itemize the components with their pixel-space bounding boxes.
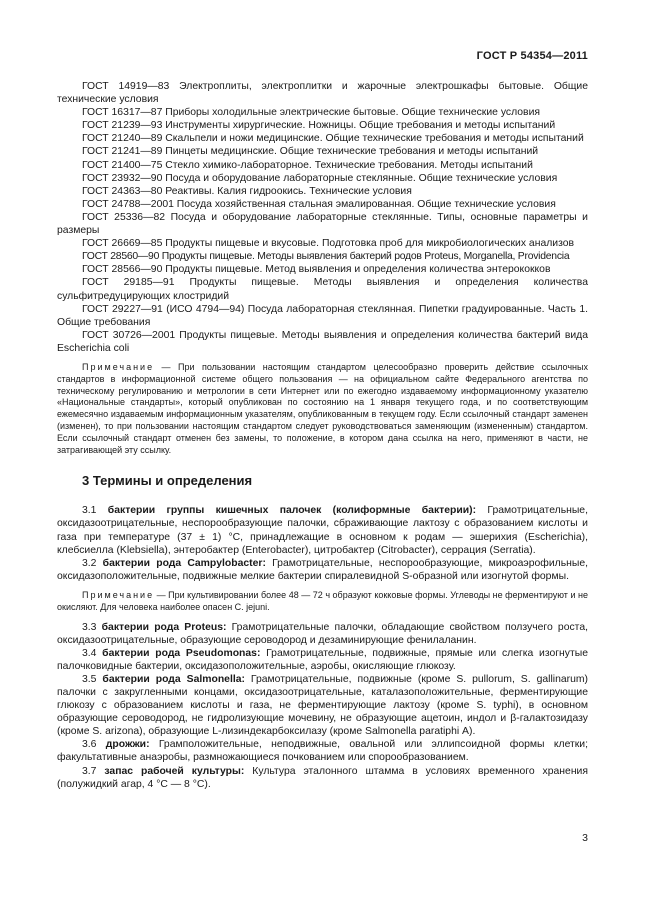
term-definition: Грамотрицательные палочки, обладающие свойством ползучего роста, оксидазоотрицательные, образующие сероводород и дезаминирующие фенилаланин. [57,621,588,646]
note-label: Примечание [82,589,155,600]
ref-item: ГОСТ 28560—90 Продукты пищевые. Методы выявления бактерий родов Proteus, Morganella, Providencia [82,251,570,263]
ref-item: ГОСТ 24788—2001 Посуда хозяйственная стальная эмалированная. Общие технические условия [82,198,556,210]
standard-code: ГОСТ Р 54354—2011 [476,50,588,62]
section-heading-wrap [57,473,588,489]
ref-item: ГОСТ 29185—91 Продукты пищевые. Методы выявления и определения количества сульфитредуцирующих клостридий [57,277,588,302]
ref-item: ГОСТ 21239—93 Инструменты хирургические. Ножницы. Общие требования и методы испытаний [82,120,556,132]
term-number: 3.3 [82,621,102,633]
term-3-1 [57,504,588,556]
term-name: бактерии рода Pseudomonas: [102,647,261,659]
term-number: 3.2 [82,557,103,569]
term-3-4 [57,647,588,673]
term-definition: Культура эталонного штамма в условиях временного хранения (полужидкий агар, 4 °С — 8 °С). [57,765,588,790]
note-label: Примечание [82,361,155,372]
term-number: 3.1 [82,505,108,517]
term-definition: Грамотрицательные, подвижные (кроме S. pullorum, S. gallinarum) палочки с закругленными концами, оксидазоотрицательные, каталазоположительные, ферментирующие глюкозу с образованием кислоты и газа, не ферментирующие лактозу (кроме S. typhi), в основном образующие сероводород, не гидролизующие мочевину, не образующие ацетоин, индол и β-галактозидазу (кроме S. arizona), образующие L-лизиндекарбоксилазу (кроме Salmonella paratiphi А). [57,673,588,738]
page-number: 3 [582,832,588,844]
section-title: 3 Термины и определения [82,473,253,489]
ref-item: ГОСТ 21400—75 Стекло химико-лабораторное. Технические требования. Методы испытаний [82,159,533,171]
term-3-7 [57,765,588,791]
term-3-3 [57,621,588,647]
term-definition: Грамотрицательные, оксидазоотрицательные, неспорообразующие палочки, сбраживающие лактозу с образованием кислоты и газа при температуре (37 ± 1) °С, принадлежащие в основном к родам — эшерихия (Escherichia), клебсиелла (Klebsiella), энтеробактер (Enterobacter), цитробактер (Citrobacter), серрация (Serratia). [57,505,588,556]
term-name: бактерии рода Salmonella: [102,673,245,685]
term-definition: Грамотрицательные, неспорообразующие, микроаэрофильные, оксидазоположительные, подвижные мелкие бактерии спиралевидной S-образной или изогнутой формы. [57,557,588,582]
term-definition: Грамположительные, неподвижные, овальной или эллипсоидной формы клетки; факультативные анаэробы, размножающиеся почкованием или спорообразованием. [57,739,588,764]
term-name: дрожжи: [105,739,150,751]
ref-item: ГОСТ 24363—80 Реактивы. Калия гидроокись. Технические условия [82,185,412,197]
ref-item: ГОСТ 21240—89 Скальпели и ножи медицинские. Общие технические требования и методы испытаний [82,133,584,145]
term-3-2 [57,557,588,583]
ref-item: ГОСТ 23932—90 Посуда и оборудование лабораторные стеклянные. Общие технические условия [82,172,558,184]
ref-item: ГОСТ 29227—91 (ИСО 4794—94) Посуда лабораторная стеклянная. Пипетки градуированные. Часть 1. Общие требования [57,303,588,328]
term-name: запас рабочей культуры: [104,765,245,777]
note-references [57,362,588,456]
term-number: 3.5 [82,673,103,685]
term-number: 3.7 [82,765,105,777]
term-number: 3.4 [82,647,103,659]
ref-item: ГОСТ 25336—82 Посуда и оборудование лабораторные стеклянные. Типы, основные параметры и размеры [57,211,588,237]
note-campylobacter [57,590,588,614]
ref-item: ГОСТ 16317—87 Приборы холодильные электрические бытовые. Общие технические условия [82,107,541,119]
ref-item: ГОСТ 21241—89 Пинцеты медицинские. Общие технические требования и методы испытаний [82,146,539,158]
page-content [57,80,588,791]
term-definition: Грамотрицательные, подвижные, прямые или слегка изогнутые палочковидные бактерии, оксидазоположительные, аэробы, окисляющие глюкозу. [57,647,588,672]
term-3-6 [57,738,588,764]
ref-item: ГОСТ 28566—90 Продукты пищевые. Метод выявления и определения количества энтерококков [82,264,551,276]
ref-item: ГОСТ 14919—83 Электроплиты, электроплитки и жарочные электрошкафы бытовые. Общие технические условия [57,81,588,106]
ref-item: ГОСТ 26669—85 Продукты пищевые и вкусовые. Подготовка проб для микробиологических анализов [82,238,575,250]
term-3-5 [57,673,588,738]
term-name: бактерии группы кишечных палочек (колиформные бактерии): [107,505,477,517]
term-name: бактерии рода Proteus: [101,621,227,633]
term-name: бактерии рода Campylobacter: [102,557,266,569]
term-number: 3.6 [82,739,106,751]
note-text: — При культивировании более 48 — 72 ч образуют кокковые формы. Углеводы не ферментируют и не окисляют. Для человека наиболее опасен C. jejuni. [57,589,588,612]
note-text: — При пользовании настоящим стандартом целесообразно проверить действие ссылочных стандартов в информационной системе общего пользования — на официальном сайте Федерального агентства по техническому регулированию и метрологии в сети Интернет или по ежегодно издаваемому информационному указателю «Национальные стандарты», который опубликован по состоянию на 1 января текущего года, и по соответствующим ежемесячно издаваемым информационным указателям, опубликованным в текущем году. Если ссылочный стандарт заменен (изменен), то при пользовании настоящим стандартом следует руководствоваться заменяющим (измененным) стандартом. Если ссылочный стандарт отменен без замены, то положение, в котором дана ссылка на него, применяют в части, не затрагивающей эту ссылку. [57,361,588,455]
ref-item: ГОСТ 30726—2001 Продукты пищевые. Методы выявления и определения количества бактерий вида Escherichia coli [57,329,588,354]
